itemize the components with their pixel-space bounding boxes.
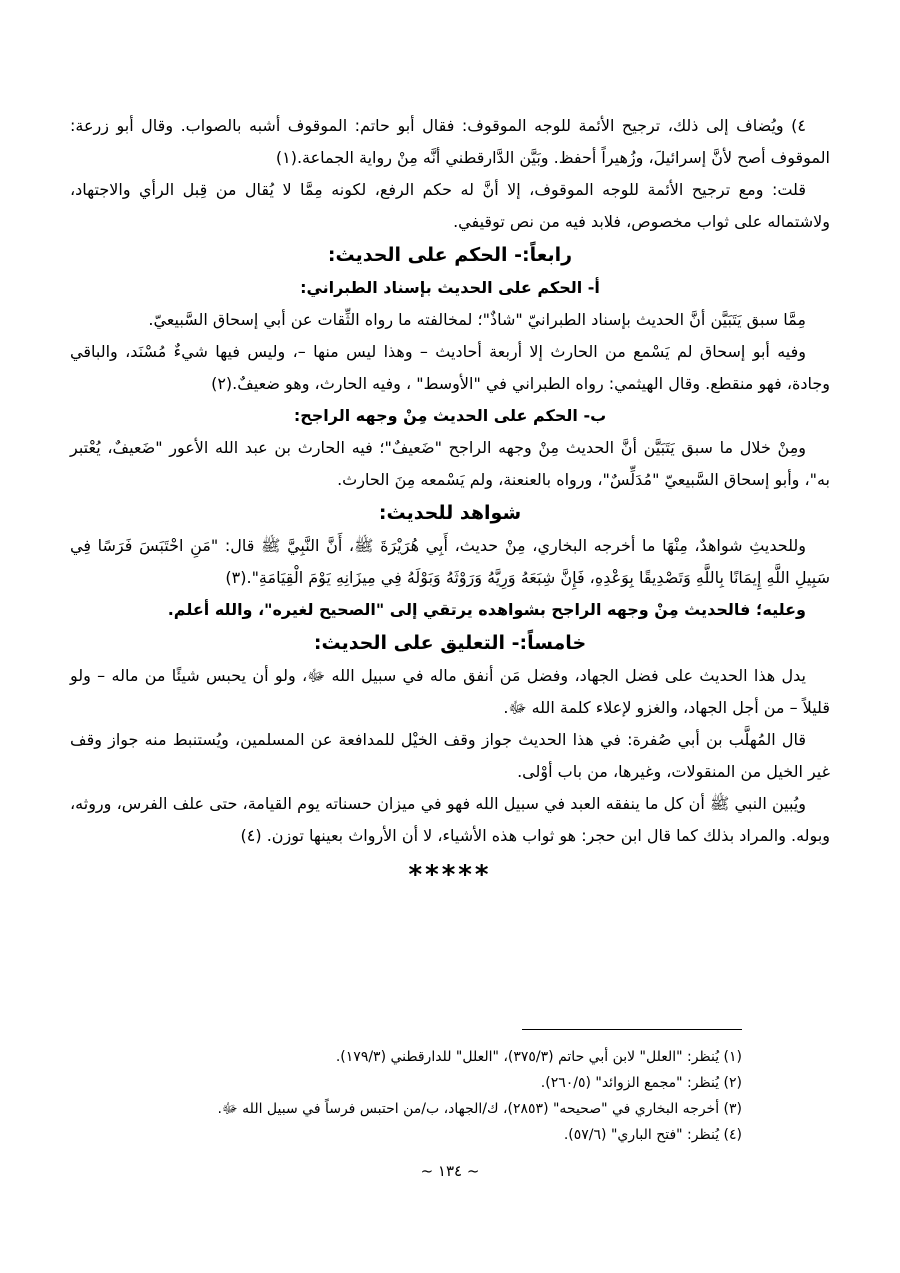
heading-rabian: رابعاً:- الحكم على الحديث: xyxy=(327,244,573,266)
paragraph-10: ويُبين النبي ﷺ أن كل ما ينفقه العبد في سبيل الله فهو في ميزان حسناته يوم القيامة، حتى علف الفرس، وروثه، وبوله. والمراد بذلك كما قال ابن حجر: هو ثواب هذه الأشياء، لا أن الأرواث بعينها توزن. (٤) xyxy=(70,794,830,845)
paragraph-2: قلت: ومع ترجيح الأئمة للوجه الموقوف، إلا أنَّ له حكم الرفع، لكونه مِمَّا لا يُقال من قِبل الرأي والاجتهاد، ولاشتماله على ثواب مخصوص، فلابد فيه من نص توقيفي. xyxy=(70,180,830,231)
paragraph-5: ومِنْ خلال ما سبق يَتَبَيَّن أنَّ الحديث مِنْ وجهه الراجح "ضَعيفٌ"؛ فيه الحارث بن عبد الله الأعور "ضَعيفٌ، يُعْتبر به"، وأبو إسحاق السَّبيعيّ "مُدَلِّسٌ"، ورواه بالعنعنة، ولم يَسْمعه مِنَ الحارث. xyxy=(70,438,830,489)
footnote-3: (٣) أخرجه البخاري في "صحيحه" (٢٨٥٣)، ك/الجهاد، ب/من احتبس فرساً في سبيل الله ﷻ. xyxy=(217,1101,742,1117)
section-separator: ***** xyxy=(408,860,492,890)
heading-khamisan: خامساً:- التعليق على الحديث: xyxy=(313,632,587,654)
footnote-2: (٢) يُنظر: "مجمع الزوائد" (٢٦٠/٥). xyxy=(540,1075,742,1091)
paragraph-9: قال المُهلَّب بن أبي صُفرة: في هذا الحديث جواز وقف الخيْل للمدافعة عن المسلمين، ويُستنبط منه جواز وقف غير الخيل من المنقولات، وغيرها، من باب أوْلى. xyxy=(70,730,830,781)
footnote-divider xyxy=(522,1029,742,1030)
paragraph-1: ٤) ويُضاف إلى ذلك، ترجيح الأئمة للوجه الموقوف: فقال أبو حاتم: الموقوف أشبه بالصواب. وقال أبو زرعة: الموقوف أصح لأنَّ إسرائيلَ، وزُهيراً أحفظ. وبَيَّن الدَّارقطني أنَّه مِنْ رواية الجماعة.(١) xyxy=(70,116,830,167)
footnote-4: (٤) يُنظر: "فتح الباري" (٥٧/٦). xyxy=(563,1127,742,1143)
paragraph-3: مِمَّا سبق يَتَبَيَّن أنَّ الحديث بإسناد الطبرانيّ "شاذٌ"؛ لمخالفته ما رواه الثِّقات عن أبي إسحاق السَّبيعيّ. xyxy=(148,310,806,329)
page-number: ~ ١٣٤ ~ xyxy=(420,1162,480,1180)
heading-a: أ- الحكم على الحديث بإسناد الطبراني: xyxy=(300,278,600,297)
paragraph-7: وعليه؛ فالحديث مِنْ وجهه الراجح بشواهده يرتقي إلى "الصحيح لغيره"، والله أعلم. xyxy=(167,600,806,619)
page-body xyxy=(70,110,830,892)
heading-b: ب- الحكم على الحديث مِنْ وجهه الراجح: xyxy=(293,406,607,425)
footnote-1: (١) يُنظر: "العلل" لابن أبي حاتم (٣٧٥/٣)، "العلل" للدارقطني (١٧٩/٣). xyxy=(335,1049,742,1065)
paragraph-4: وفيه أبو إسحاق لم يَسْمع من الحارث إلا أربعة أحاديث – وهذا ليس منها –، وليس فيها شيءٌ مُسْنَد، والباقي وجادة، فهو منقطع. وقال الهيثمي: رواه الطبراني في "الأوسط" ، وفيه الحارث، وهو ضعيفٌ.(٢) xyxy=(70,342,830,393)
heading-shawahid: شواهد للحديث: xyxy=(378,502,522,524)
paragraph-6: وللحديثِ شواهدٌ، مِنْهَا ما أخرجه البخاري، مِنْ حديث، أَبِي هُرَيْرَةَ ﷺ، أَنَّ النَّبِيَّ ﷺ قال: "مَنِ احْتَبَسَ فَرَسًا فِي سَبِيلِ اللَّهِ إِيمَانًا بِاللَّهِ وَتَصْدِيقًا بِوَعْدِهِ، فَإِنَّ شِبَعَهُ وَرِيَّهُ وَرَوْثَهُ وَبَوْلَهُ فِي مِيزَانِهِ يَوْمَ الْقِيَامَةِ".(٣) xyxy=(70,536,830,587)
footnotes xyxy=(100,1044,742,1148)
paragraph-8: يدل هذا الحديث على فضل الجهاد، وفضل مَن أنفق ماله في سبيل الله ﷻ، ولو أن يحبس شيئًا من ماله – ولو قليلاً – من أجل الجهاد، والغزو لإعلاء كلمة الله ﷻ. xyxy=(70,666,830,717)
